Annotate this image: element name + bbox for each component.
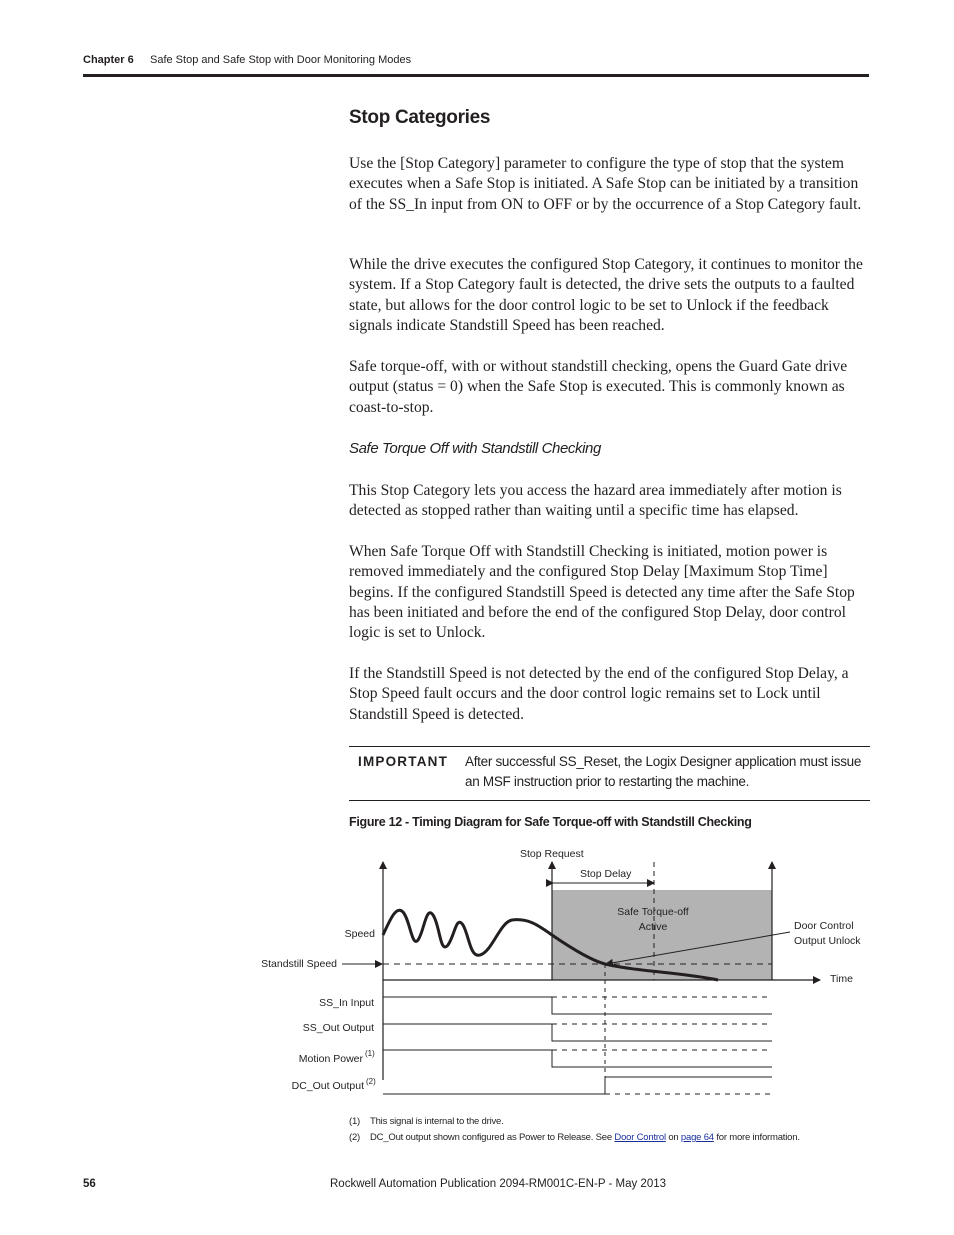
footnote-1-text: This signal is internal to the drive. [370, 1116, 504, 1127]
ss-in-label: SS_In Input [319, 997, 374, 1009]
publication-info: Rockwell Automation Publication 2094-RM001C-EN-P - May 2013 [330, 1178, 667, 1190]
sub-paragraph-2: When Safe Torque Off with Standstill Checking is initiated, motion power is removed immediately and the configured Stop Delay [Maximum Stop Time] begins. If the configured Standstill Speed is detected any time after the Safe Stop has been initiated and before the end of the configured Stop Delay, door control logic is set to Unlock. [349, 543, 855, 642]
important-label: IMPORTANT [358, 754, 449, 769]
page-64-link[interactable]: page 64 [680, 1132, 714, 1143]
standstill-speed-label: Standstill Speed [261, 958, 337, 970]
door-control-label-2: Output Unlock [794, 935, 861, 947]
footnote-1-number: (1) [349, 1116, 361, 1127]
chapter-label: Chapter 6 [83, 54, 134, 66]
time-label: Time [830, 973, 853, 985]
stop-request-label: Stop Request [520, 848, 584, 860]
footnote-2-text-a: DC_Out output shown configured as Power to Release. See [370, 1132, 615, 1143]
footnote-2 [370, 1132, 800, 1143]
safe-torque-off-region [552, 890, 772, 980]
stop-delay-label: Stop Delay [580, 868, 632, 880]
dc-out-signal [383, 1077, 772, 1094]
motion-power-sup: (1) [365, 1049, 375, 1058]
sub-paragraph-1: This Stop Category lets you access the hazard area immediately after motion is detected as stopped rather than waiting until a specific time has elapsed. [349, 482, 842, 520]
speed-label: Speed [344, 928, 375, 940]
paragraph-2: While the drive executes the configured Stop Category, it continues to monitor the system. If a Stop Category fault is detected, the drive sets the outputs to a faulted state, but allows for the door control logic to be set to Unlock if the feedback signals indicate Standstill Speed has been reached. [349, 256, 863, 334]
sub-paragraph-3: If the Standstill Speed is not detected by the end of the configured Stop Delay, a Stop Speed fault occurs and the door control logic remains set to Lock until Standstill Speed is detected. [349, 665, 849, 723]
ss-in-signal [383, 997, 772, 1014]
motion-power-signal [383, 1050, 772, 1067]
safe-torque-off-label-2: Active [638, 921, 668, 933]
ss-out-label: SS_Out Output [302, 1022, 374, 1034]
section-title: Stop Categories [349, 107, 491, 128]
footnote-2-text-b: on [665, 1132, 681, 1143]
safe-torque-off-label-1: Safe Torque-off [617, 906, 689, 918]
door-control-link[interactable]: Door Control [614, 1132, 666, 1143]
door-control-label-1: Door Control [794, 920, 854, 932]
page-number: 56 [83, 1178, 96, 1190]
subsection-title: Safe Torque Off with Standstill Checking [349, 440, 601, 457]
paragraph-1: Use the [Stop Category] parameter to configure the type of stop that the system executes when a Safe Stop is initiated. A Safe Stop can be initiated by a transition of the SS_In input from ON to OFF or by the occurrence of a Stop Category fault. [349, 155, 862, 213]
dc-out-sup: (2) [366, 1077, 376, 1086]
important-text: After successful SS_Reset, the Logix Designer application must issue an MSF instruction prior to restarting the machine. [465, 754, 862, 789]
figure-caption: Figure 12 - Timing Diagram for Safe Torque-off with Standstill Checking [349, 815, 752, 829]
chapter-title: Safe Stop and Safe Stop with Door Monitoring Modes [150, 54, 412, 66]
dc-out-label: DC_Out Output [291, 1080, 364, 1092]
motion-power-label: Motion Power [298, 1053, 363, 1065]
ss-out-signal [383, 1024, 772, 1041]
footnote-2-text-c: for more information. [713, 1132, 800, 1143]
paragraph-3: Safe torque-off, with or without standstill checking, opens the Guard Gate drive output (status = 0) when the Safe Stop is executed. This is commonly known as coast-to-stop. [349, 358, 848, 416]
footnote-2-number: (2) [349, 1132, 361, 1143]
